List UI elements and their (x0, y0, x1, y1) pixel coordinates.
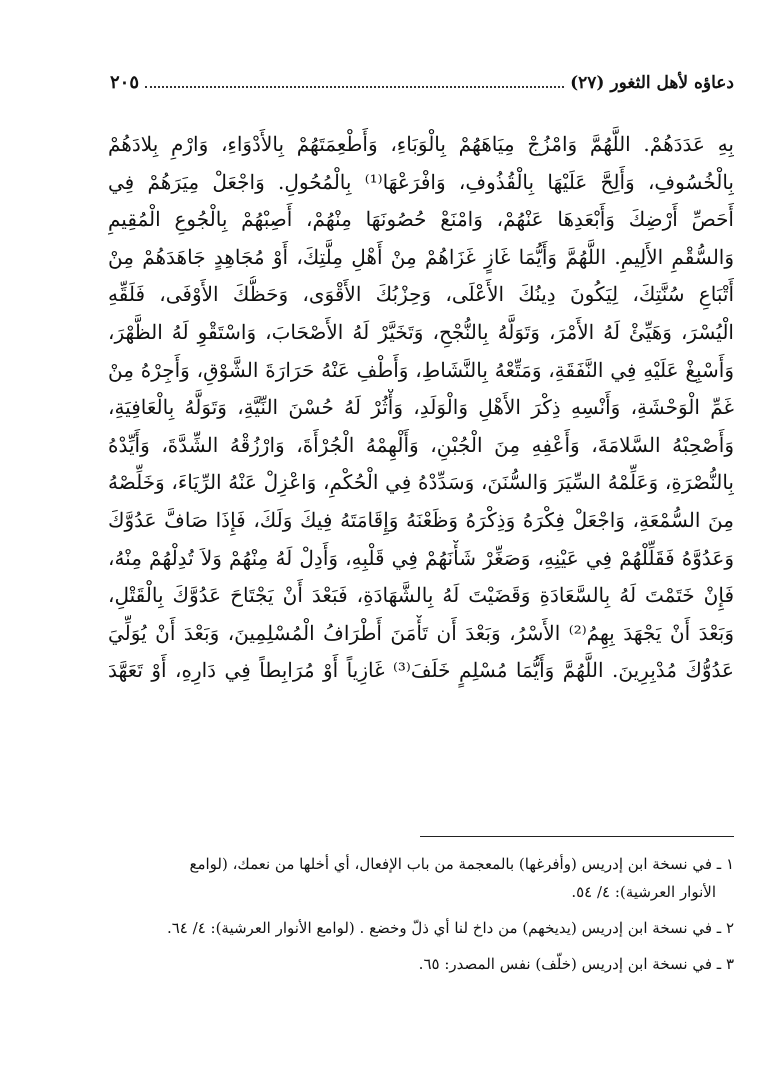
text-line: غَمِّ الْوَحْشَةِ، وَأَنْسِهِ ذِكْرَ الأَهْلِ وَالْوَلَدِ، وَأْثُرْ لَهُ حُسْنَ النِّيَّةِ، وَتَوَلَّهُ بِالْعَافِيَةِ، (108, 395, 734, 420)
main-text (108, 126, 734, 690)
footnote-2: ٢ ـ في نسخة ابن إدريس (يديخهم) من داخ لنا أي ذلّ وخضع . (لوامع الأنوار العرشية): ٤/ ٦٤. (166, 919, 734, 937)
page-number: ٢٠٥ (110, 72, 140, 93)
text-line: عَدُوُّكَ مُدْبِرِينَ. اللَّهُمَّ وَأَيُّمَا مُسْلِمٍ خَلَفَ⁽³⁾ غَازِياً أَوْ مُرَابِطاً فِي دَارِهِ، أَوْ تَعَهَّدَ (108, 658, 734, 683)
running-header (110, 72, 734, 102)
chapter-title: دعاؤه لأهل الثغور (٢٧) (570, 73, 734, 93)
text-line: وَعَدُوَّهُ فَقَلِّلْهُمْ فِي عَيْنِهِ، وَصَغِّرْ شَأْنَهُمْ فِي قَلْبِهِ، وَأَدِلْ لَهُ مِنْهُمْ وَلاَ تُدِلْهُمْ مِنْهُ، (108, 545, 734, 570)
text-line: بِالنُّصْرَةِ، وَعَلِّمْهُ السِّيَرَ وَالسُّنَنَ، وَسَدِّدْهُ فِي الْحُكْمِ، وَاعْزِلْ عَنْهُ الرِّيَاءَ، وَخَلِّصْهُ (108, 470, 734, 495)
footnote-separator (420, 836, 734, 837)
text-line: وَأَسْبِغْ عَلَيْهِ فِي النَّفَقَةِ، وَمَتِّعْهُ بِالنَّشَاطِ، وَأَطْفِ عَنْهُ حَرَارَةَ الشَّوْقِ، وَأَجِرْهُ مِنْ (108, 357, 734, 382)
text-line: الْيُسْرَ، وَهَيِّئْ لَهُ الأَمْرَ، وَتَوَلَّهُ بِالنُّجْحِ، وَتَخَيَّرْ لَهُ الأَصْحَابَ، وَاسْتَقْوِ لَهُ الظَّهْرَ، (108, 319, 734, 344)
footnote-1 (110, 850, 734, 906)
text-line: وَبَعْدَ أَنْ يَجْهَدَ بِهِمُ⁽²⁾ الأَسْرُ، وَبَعْدَ أَن تَأْمَنَ أَطْرَافُ الْمُسْلِمِينَ، وَبَعْدَ أَنْ يُوَلِّيَ (108, 620, 734, 645)
footnotes (110, 850, 734, 986)
text-line: أَحَصِّ أَرْضِكَ وَأَبْعَدِهَا عَنْهُمْ، وَامْنَعْ حُصُونَهَا مِنْهُمْ، أَصِبْهُمْ بِالْجُوعِ الْمُقِيمِ (108, 207, 734, 232)
footnote-3: ٣ ـ في نسخة ابن إدريس (خلّف) نفس المصدر: ٦٥. (418, 955, 734, 973)
footnote-text-continued: الأنوار العرشية): ٤/ ٥٤. (571, 883, 716, 901)
text-line: بِهِ عَدَدَهُمْ. اللَّهُمَّ وَامْزُجْ مِيَاهَهُمْ بِالْوَبَاءِ، وَأَطْعِمَتَهُمْ بِالأَدْوَاءِ، وَارْمِ بِلادَهُمْ (108, 132, 734, 156)
footnote-text: ١ ـ في نسخة ابن إدريس (وأفرغها) بالمعجمة من باب الإفعال، أي أخلها من نعمك، (لوامع (189, 855, 734, 873)
text-line: أَتْبَاعِ سُنَّتِكَ، لِيَكُونَ دِينُكَ الأَعْلَى، وَحِزْبُكَ الأَقْوَى، وَحَظُّكَ الأَوْفَى، فَلَقِّهِ (108, 282, 734, 307)
text-line: وَأَصْحِبْهُ السَّلامَةَ، وَأَعْفِهِ مِنَ الْجُبْنِ، وَأَلْهِمْهُ الْجُرْأَةَ، وَارْزُقْهُ الشِّدَّةَ، وَأَيِّدْهُ (108, 432, 734, 457)
text-line: فَإِنْ خَتَمْتَ لَهُ بِالسَّعَادَةِ وَقَضَيْتَ لَهُ بِالشَّهَادَةِ، فَبَعْدَ أَنْ يَجْتَاحَ عَدُوَّكَ بِالْقَتْلِ، (108, 583, 734, 608)
dot-leader (145, 74, 564, 88)
text-line: مِنَ السُّمْعَةِ، وَاجْعَلْ فِكْرَهُ وَذِكْرَهُ وَظَعْنَهُ وَإِقَامَتَهُ فِيكَ وَلَكَ، فَإِذَا صَافَّ عَدُوَّكَ (108, 507, 734, 532)
text-line: بِالْخُسُوفِ، وَأَلِحَّ عَلَيْهَا بِالْقُذُوفِ، وَافْرَعْهَا⁽¹⁾ بِالْمُحُولِ. وَاجْعَلْ مِيَرَهُمْ فِي (108, 169, 734, 194)
text-line: وَالسُّقْمِ الأَلِيمِ. اللَّهُمَّ وَأَيُّمَا غَازٍ غَزَاهُمْ مِنْ أَهْلِ مِلَّتِكَ، أَوْ مُجَاهِدٍ جَاهَدَهُمْ مِنْ (108, 244, 734, 269)
